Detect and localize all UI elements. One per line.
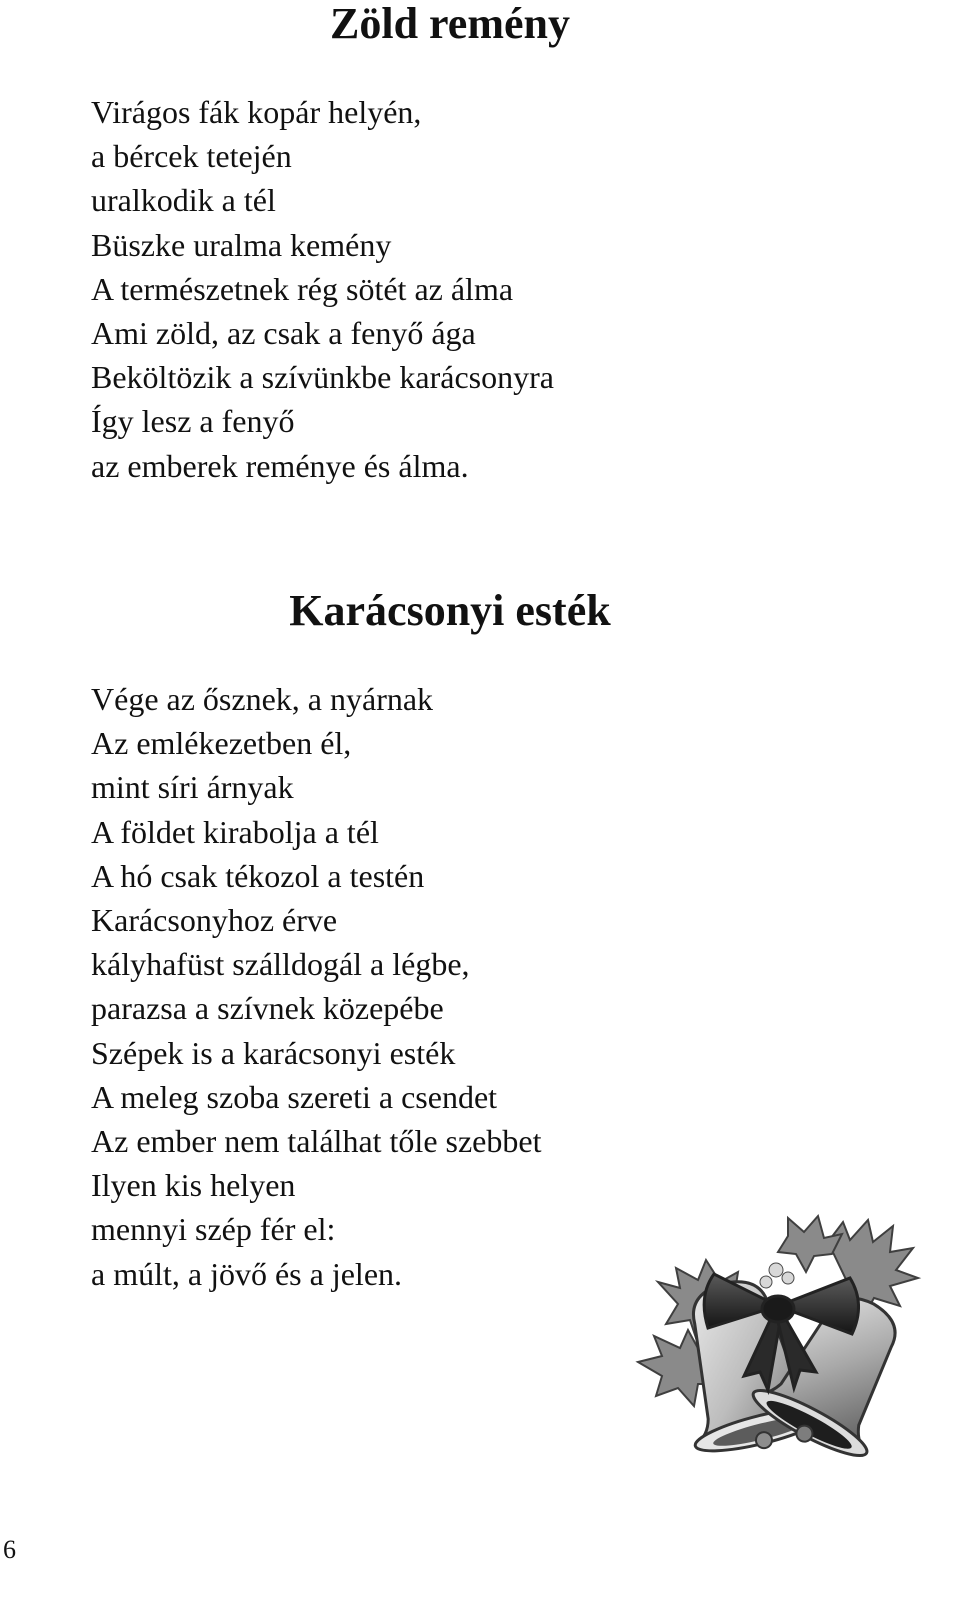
poem-line: az emberek reménye és álma. bbox=[91, 447, 469, 484]
poem-line: Így lesz a fenyő bbox=[91, 403, 295, 440]
poem-line: mint síri árnyak bbox=[91, 769, 294, 806]
poem-line: A földet kirabolja a tél bbox=[91, 813, 379, 850]
poem-title: Karácsonyi esték bbox=[289, 586, 611, 635]
poem-line: Ami zöld, az csak a fenyő ága bbox=[91, 315, 476, 352]
poem-line: a bércek tetején bbox=[91, 138, 292, 175]
poem-line: Az emlékezetben él, bbox=[91, 725, 352, 762]
poem-line: mennyi szép fér el: bbox=[91, 1211, 336, 1248]
poem-line: Ilyen kis helyen bbox=[91, 1167, 296, 1204]
poem-line: Virágos fák kopár helyén, bbox=[91, 94, 422, 130]
page-number: 6 bbox=[3, 1535, 16, 1564]
poem-line: uralkodik a tél bbox=[91, 182, 276, 219]
poem-line: A meleg szoba szereti a csendet bbox=[91, 1078, 498, 1115]
poem-line: A természetnek rég sötét az álma bbox=[91, 270, 514, 307]
poem-line: a múlt, a jövő és a jelen. bbox=[91, 1255, 403, 1292]
poem-body bbox=[91, 90, 554, 488]
christmas-bells-icon bbox=[628, 1212, 928, 1497]
poem-title: Zöld remény bbox=[330, 0, 570, 48]
poem-line: Szépek is a karácsonyi esték bbox=[91, 1034, 456, 1071]
poem-line: Büszke uralma kemény bbox=[91, 226, 392, 263]
poem-line: kályhafüst szálldogál a légbe, bbox=[91, 946, 470, 983]
poem-line: Az ember nem találhat tőle szebbet bbox=[91, 1123, 542, 1160]
poem-body bbox=[91, 677, 541, 1296]
poem-line: Beköltözik a szívünkbe karácsonyra bbox=[91, 359, 554, 396]
poem-line: Vége az ősznek, a nyárnak bbox=[91, 681, 434, 717]
poem-line: parazsa a szívnek közepébe bbox=[91, 990, 444, 1027]
poem-line: Karácsonyhoz érve bbox=[91, 902, 338, 939]
poem-line: A hó csak tékozol a testén bbox=[91, 857, 425, 894]
